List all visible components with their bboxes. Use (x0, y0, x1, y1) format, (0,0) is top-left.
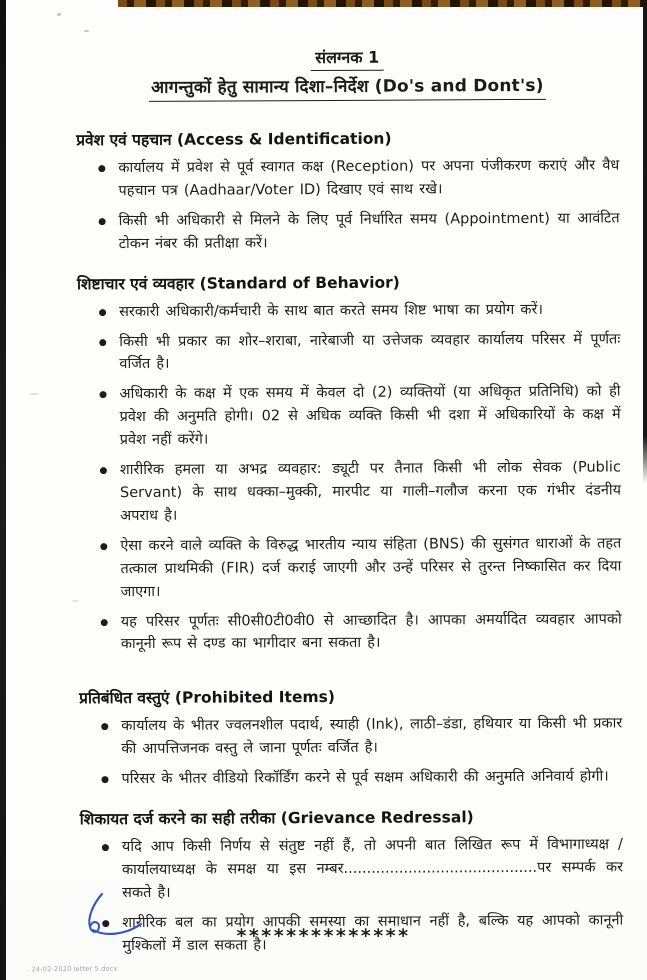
page-title: आगन्तुकों हेतु सामान्य दिशा–निर्देश (Do's and Dont's) (149, 73, 546, 102)
list-item (100, 457, 621, 528)
bullet-dot-icon (102, 776, 109, 783)
section-heading-behavior: शिष्टाचार एवं व्यवहार (Standard of Behavior) (76, 273, 400, 293)
list-item (98, 154, 619, 203)
section-heading-access: प्रवेश एवं पहचान (Access & Identification) (76, 129, 392, 150)
bullet-list (101, 713, 622, 791)
list-item (99, 328, 620, 377)
title-block (76, 44, 619, 102)
list-item (99, 381, 620, 452)
section-heading-prohibited: प्रतिबंधित वस्तुएं (Prohibited Items) (79, 688, 335, 708)
list-item (99, 207, 620, 256)
bullet-text: किसी भी प्रकार का शोर–शराबा, नारेबाजी या उत्तेजक व्यवहार कार्यालय परिसर में पूर्णतः वर्जित है। (119, 330, 621, 373)
bullet-list (98, 154, 620, 255)
scan-footer-note: . 24-02-2020 letter 5.docx (26, 964, 118, 974)
bullet-text: सरकारी अधिकारी/कर्मचारी के साथ बात करते समय शिष्ट भाषा का प्रयोग करें। (119, 301, 543, 320)
section-access-identification (76, 125, 620, 255)
asterisk-divider: ************** (236, 925, 411, 947)
list-item (101, 766, 622, 792)
attachment-label: संलग्नक 1 (311, 46, 383, 71)
bullet-dot-icon (101, 619, 108, 626)
bullet-dot-icon (98, 165, 105, 172)
section-prohibited-items (79, 684, 623, 792)
bullet-text: कार्यालय में प्रवेश से पूर्व स्वागत कक्ष (Reception) पर अपना पंजीकरण कराएं और वैध पहचान पत्र (Aadhaar/Voter ID) दिखाए एवं साथ रखे। (118, 157, 620, 199)
list-item (102, 833, 623, 904)
bullet-dot-icon (101, 723, 108, 730)
bullet-list (99, 298, 622, 656)
list-item (100, 532, 621, 603)
bullet-text: शारीरिक हमला या अभद्र व्यवहार: ड्यूटी पर तैनात किसी भी लोक सेवक (Public Servant) के साथ धक्का–मुक्की, मारपीट या गाली–गलौज करना एक गंभीर दंडनीय अपराध है। (119, 459, 622, 524)
section-heading-grievance: शिकायत दर्ज करने का सही तरीका (Grievance Redressal) (79, 808, 474, 829)
list-item (101, 713, 622, 762)
bullet-text: किसी भी अधिकारी से मिलने के लिए पूर्व निर्धारित समय (Appointment) या आवंटित टोकन नंबर की प्रतीक्षा करें। (118, 210, 620, 252)
bullet-dot-icon (99, 309, 106, 316)
section-standard-of-behavior (77, 269, 622, 657)
list-item (99, 298, 620, 324)
list-item (101, 608, 622, 657)
bullet-text: यह परिसर पूर्णतः सी0सी0टी0वी0 से आच्छादित है। आपका अमर्यादित व्यवहार आपको कानूनी रूप से दण्ड का भागीदार बना सकता है। (120, 610, 622, 653)
bullet-dot-icon (100, 391, 107, 398)
bullet-text: ऐसा करने वाले व्यक्ति के विरुद्ध भारतीय न्याय संहिता (BNS) की सुसंगत धाराओं के तहत तत्काल प्राथमिकी (FIR) दर्ज कराई जाएगी और उन्हें परिसर से तुरन्त निष्कासित कर दिया जाएगा। (120, 535, 622, 600)
bullet-text: यदि आप किसी निर्णय से संतुष्ट नहीं हैं, तो अपनी बात लिखित रूप में विभागाध्यक्ष / कार्यालयाध्यक्ष के समक्ष या इस नम्बर..........................................पर सम्पर्क कर सकते है। (121, 836, 624, 901)
bullet-dot-icon (99, 218, 106, 225)
bullet-dot-icon (99, 339, 106, 346)
bullet-dot-icon (100, 467, 107, 474)
bullet-text: अधिकारी के कक्ष में एक समय में केवल दो (2) व्यक्तियों (या अधिकृत प्रतिनिधि) को ही प्रवेश की अनुमति होगी। 02 से अधिक व्यक्ति किसी भी दशा में अधिकारियों के कक्ष में प्रवेश नहीं करेंगे। (119, 383, 621, 449)
bullet-text: परिसर के भीतर वीडियो रिकॉर्डिंग करने से पूर्व सक्षम अधिकारी की अनुमति अनिवार्य होगी। (121, 768, 609, 788)
bullet-dot-icon (102, 844, 109, 851)
bullet-text: शारीरिक बल का प्रयोग आपकी समस्या का समाधान नहीं है, बल्कि यह आपको कानूनी मुश्किलों में डाल सकता है। (122, 912, 624, 954)
bullet-dot-icon (100, 543, 107, 550)
bullet-text: कार्यालय के भीतर ज्वलनशील पदार्थ, स्याही (Ink), लाठी–डंडा, हथियार या किसी भी प्रकार की आपत्तिजनक वस्तु ले जाना पूर्णतः वर्जित है। (121, 715, 623, 758)
